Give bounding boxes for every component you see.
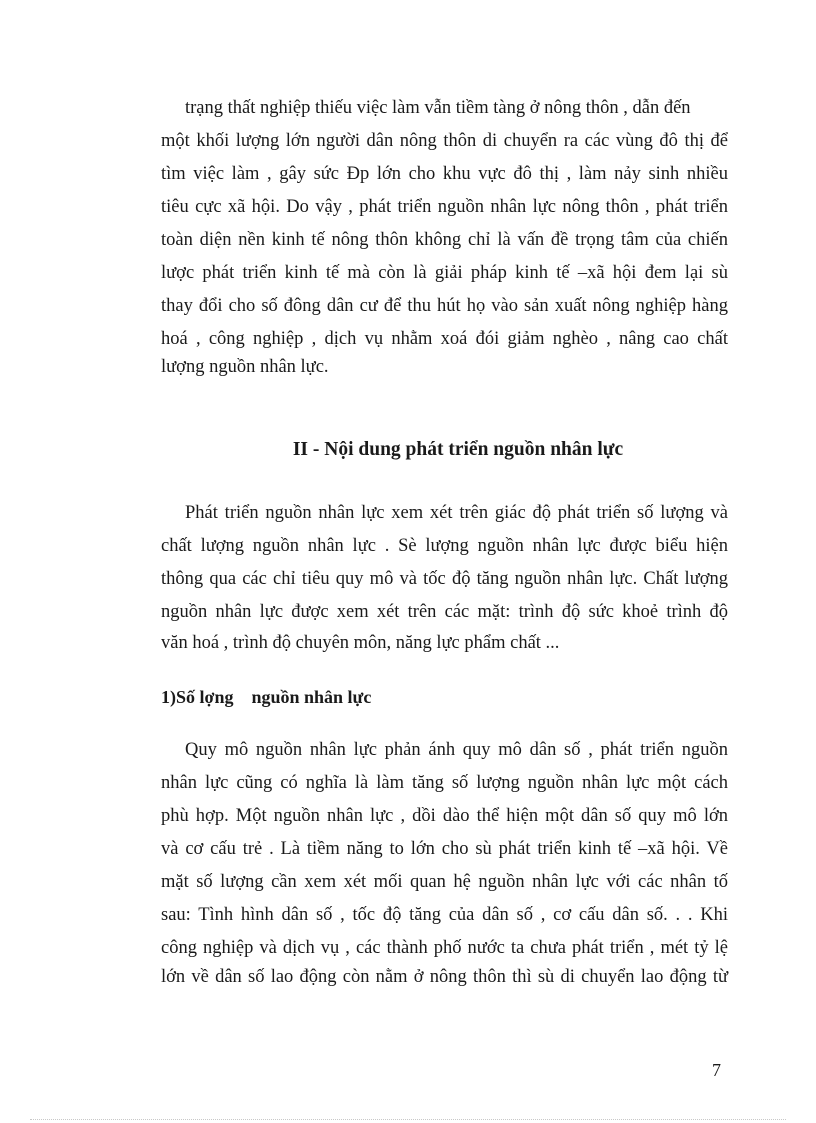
text-line: toàn diện nền kinh tế nông thôn không chỉ là vấn đề trọng tâm của chiến [161, 230, 728, 250]
text-line: công nghiệp và dịch vụ , các thành phố nước ta chưa phát triển , mét tỷ lệ [161, 938, 728, 958]
subsection-heading: 1)Số lợng nguồn nhân lực [161, 687, 372, 707]
text-line: mặt số lượng cần xem xét mối quan hệ nguồn nhân lực với các nhân tố [161, 872, 728, 892]
text-line: trạng thất nghiệp thiếu việc làm vẫn tiềm tàng ở nông thôn , dẫn đến [185, 98, 691, 118]
text-line: nguồn nhân lực được xem xét trên các mặt: trình độ sức khoẻ trình độ [161, 602, 728, 622]
text-line: thay đổi cho số đông dân cư để thu hút họ vào sản xuất nông nghiệp hàng [161, 296, 728, 316]
text-line: văn hoá , trình độ chuyên môn, năng lực phẩm chất ... [161, 633, 560, 653]
text-line: lượng nguồn nhân lực. [161, 357, 329, 377]
text-line: chất lượng nguồn nhân lực . Sè lượng nguồn nhân lực được biểu hiện [161, 536, 728, 556]
text-line: phù hợp. Một nguồn nhân lực , dồi dào thể hiện một dân số quy mô lớn [161, 806, 728, 826]
text-line: tiêu cực xã hội. Do vậy , phát triển nguồn nhân lực nông thôn , phát triển [161, 197, 728, 217]
text-line: một khối lượng lớn người dân nông thôn di chuyển ra các vùng đô thị để [161, 131, 728, 151]
text-line: hoá , công nghiệp , dịch vụ nhằm xoá đói giảm nghèo , nâng cao chất [161, 329, 728, 349]
text-line: thông qua các chỉ tiêu quy mô và tốc độ tăng nguồn nhân lực. Chất lượng [161, 569, 728, 589]
text-line: và cơ cấu trẻ . Là tiềm năng to lớn cho sù phát triển kinh tế –xã hội. Về [161, 839, 728, 859]
text-line: Phát triển nguồn nhân lực xem xét trên giác độ phát triển số lượng và [185, 503, 728, 523]
text-line: sau: Tình hình dân số , tốc độ tăng của dân số , cơ cấu dân số. . . Khi [161, 905, 728, 925]
text-line: lớn về dân số lao động còn nằm ở nông thôn thì sù di chuyển lao động từ [161, 967, 728, 987]
section-heading: II - Nội dung phát triển nguồn nhân lực [292, 439, 624, 460]
page-bottom-rule [30, 1119, 786, 1120]
text-line: Quy mô nguồn nhân lực phản ánh quy mô dân số , phát triển nguồn [185, 740, 728, 760]
page-number: 7 [712, 1060, 721, 1080]
text-line: nhân lực cũng có nghĩa là làm tăng số lượng nguồn nhân lực một cách [161, 773, 728, 793]
text-line: lược phát triển kinh tế mà còn là giải pháp kinh tế –xã hội đem lại sù [161, 263, 728, 283]
text-line: tìm việc làm , gây sức Đp lớn cho khu vực đô thị , làm nảy sinh nhiều [161, 164, 728, 184]
